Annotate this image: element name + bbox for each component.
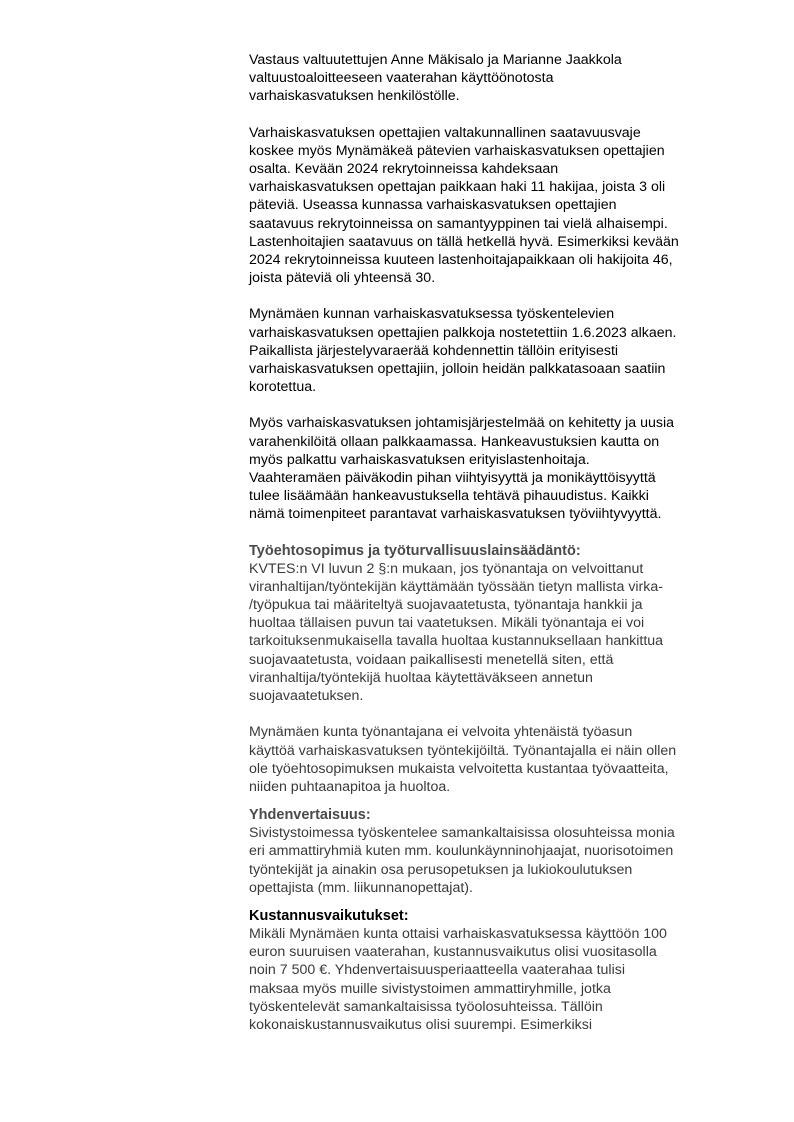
- text-line: Vaahteramäen päiväkodin pihan viihtyisyyttä ja monikäyttöisyyttä: [249, 470, 656, 487]
- text-line: suojavaatetuksen.: [249, 688, 364, 705]
- costs-paragraph: [249, 925, 749, 1034]
- text-line: niiden puhtaanapitoa ja huoltoa.: [249, 778, 451, 795]
- text-line: joista päteviä oli yhteensä 30.: [249, 270, 436, 287]
- text-line: viranhaltija/työntekijä huoltaa käytettäväkseen annetun: [249, 669, 593, 686]
- intro-paragraph: [249, 51, 749, 106]
- text-line: korotettua.: [249, 379, 317, 396]
- document-page: [249, 51, 749, 1034]
- text-line: käyttöä varhaiskasvatuksen työntekijöiltä. Työnantajalla ei näin ollen: [249, 742, 677, 759]
- text-line: osalta. Kevään 2024 rekrytoinneissa kahdeksaan: [249, 161, 559, 178]
- text-line: huoltaa tällaisen puvun tai vaatetuksen. Mikäli työnantaja ei voi: [249, 615, 645, 632]
- text-line: Paikallista järjestelyvaraerää kohdennettin tällöin erityisesti: [249, 342, 619, 359]
- text-line: noin 7 500 €. Yhdenvertaisuusperiaatteella vaaterahaa tulisi: [249, 962, 625, 979]
- text-line: Sivistystoimessa työskentelee samankaltaisissa olosuhteissa monia: [249, 825, 675, 842]
- text-line: varhaiskasvatuksen opettajan paikkaan haki 11 hakijaa, joista 3 oli: [249, 179, 666, 196]
- text-line: Lastenhoitajien saatavuus on tällä hetkellä hyvä. Esimerkiksi kevään: [249, 233, 679, 250]
- agreement-paragraph: [249, 560, 749, 706]
- text-line: valtuustoaloitteeseen vaaterahan käyttöönotosta: [249, 70, 554, 87]
- section-heading-equality: Yhdenvertaisuus:: [249, 807, 371, 824]
- text-line: Myös varhaiskasvatuksen johtamisjärjestelmää on kehitetty ja uusia: [249, 415, 675, 432]
- text-line: Mynämäen kunnan varhaiskasvatuksessa työskentelevien: [249, 306, 615, 323]
- text-line: maksaa myös muille sivistystoimen ammattiryhmille, jotka: [249, 980, 611, 997]
- section-heading-costs: Kustannusvaikutukset:: [249, 907, 409, 924]
- text-line: opettajista (mm. liikunnanopettajat).: [249, 879, 473, 896]
- text-line: viranhaltijan/työntekijän käyttämään työssään tietyn mallista virka-: [249, 578, 663, 595]
- text-line: tulee lisäämään hankeavustuksella tehtävä pihauudistus. Kaikki: [249, 488, 649, 505]
- text-line: varhaiskasvatuksen henkilöstölle.: [249, 88, 460, 105]
- text-line: työntekijät ja ainakin osa perusopetuksen ja lukiokoulutuksen: [249, 861, 633, 878]
- text-line: kokonaiskustannusvaikutus olisi suurempi. Esimerkiksi: [249, 1016, 593, 1033]
- text-line: eri ammattiryhmiä kuten mm. koulunkäynninohjaajat, nuorisotoimen: [249, 843, 674, 860]
- text-line: /työpukua tai määriteltyä suojavaatetusta, työnantaja hankkii ja: [249, 597, 643, 614]
- text-line: Mynämäen kunta työnantajana ei velvoita yhtenäistä työasun: [249, 724, 633, 741]
- text-line: myös palkattu varhaiskasvatuksen erityislastenhoitaja.: [249, 451, 590, 468]
- text-line: ole työehtosopimuksen mukaista velvoitetta kustantaa työvaatteita,: [249, 760, 669, 777]
- text-line: euron suuruisen vaaterahan, kustannusvaikutus olisi vuositasolla: [249, 944, 657, 961]
- text-line: Vastaus valtuutettujen Anne Mäkisalo ja Marianne Jaakkola: [249, 52, 622, 68]
- section-heading-agreement: Työehtosopimus ja työturvallisuuslainsäädäntö:: [249, 542, 581, 559]
- availability-paragraph: [249, 124, 749, 288]
- uniform-paragraph: [249, 723, 749, 796]
- text-line: 2024 rekrytoinneissa kuuteen lastenhoitajapaikkaan oli hakijoita 46,: [249, 252, 673, 269]
- equality-paragraph: [249, 824, 749, 897]
- text-line: varhaiskasvatuksen opettajien palkkoja nostetettiin 1.6.2023 alkaen.: [249, 324, 677, 341]
- text-line: koskee myös Mynämäkeä pätevien varhaiskasvatuksen opettajien: [249, 142, 665, 159]
- text-line: päteviä. Useassa kunnassa varhaiskasvatuksen opettajien: [249, 197, 617, 214]
- text-line: varhaiskasvatuksen opettajiin, jolloin heidän palkkatasoaan saatiin: [249, 361, 666, 378]
- text-line: suojavaatetusta, voidaan paikallisesti menetellä siten, että: [249, 651, 614, 668]
- text-line: Varhaiskasvatuksen opettajien valtakunnallinen saatavuusvaje: [249, 124, 641, 141]
- salary-paragraph: [249, 305, 749, 396]
- text-line: tarkoituksenmukaisella tavalla huoltaa kustannuksellaan hankittua: [249, 633, 664, 650]
- text-line: varahenkilöitä ollaan palkkaamassa. Hankeavustuksien kautta on: [249, 433, 660, 450]
- text-line: Mikäli Mynämäen kunta ottaisi varhaiskasvatuksessa käyttöön 100: [249, 925, 667, 942]
- measures-paragraph: [249, 414, 749, 523]
- text-line: työskentelevät samankaltaisissa työolosuhteissa. Tällöin: [249, 998, 603, 1015]
- text-line: KVTES:n VI luvun 2 §:n mukaan, jos työnantaja on velvoittanut: [249, 560, 644, 577]
- text-line: nämä toimenpiteet parantavat varhaiskasvatuksen työviihtyvyyttä.: [249, 506, 662, 523]
- text-line: saatavuus rekrytoinneissa on samantyyppinen tai vielä alhaisempi.: [249, 215, 668, 232]
